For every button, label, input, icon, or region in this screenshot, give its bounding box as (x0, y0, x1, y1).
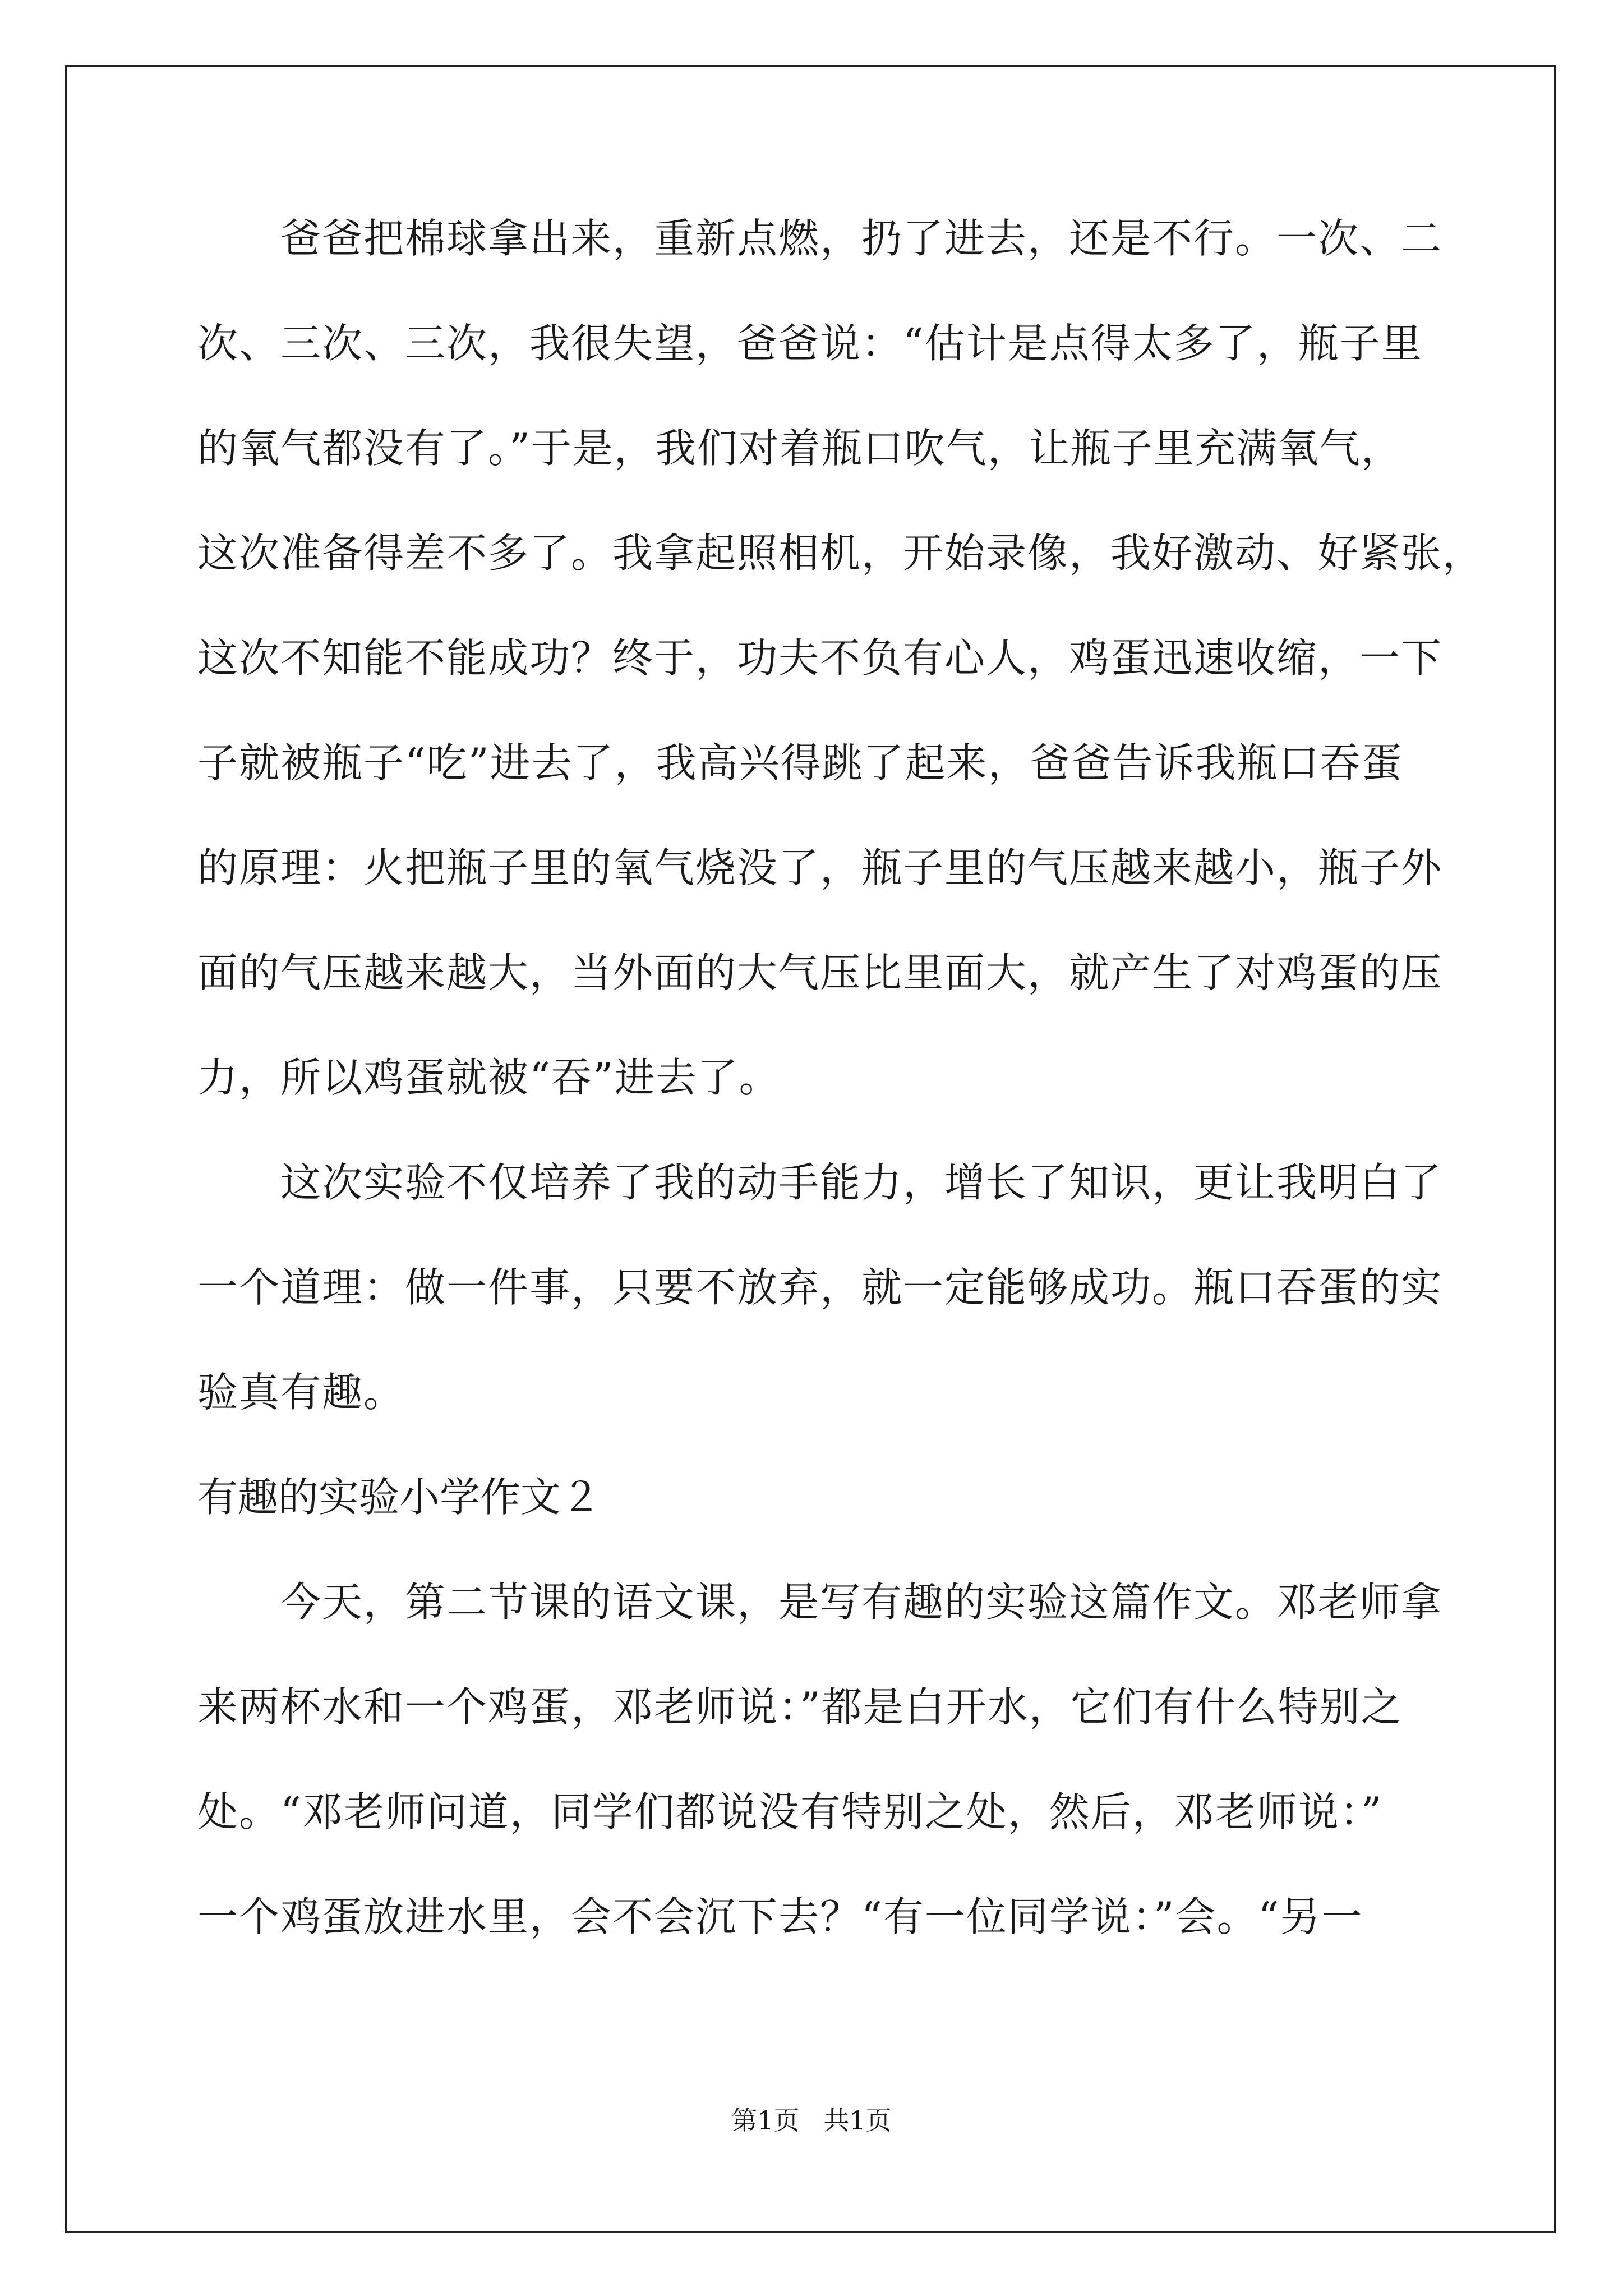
section-heading: 有趣的实验小学作文２ (197, 1474, 602, 1521)
text-line: 来两杯水和一个鸡蛋，邓老师说：”都是白开水，它们有什么特别之 (197, 1683, 1403, 1731)
paragraph-3 (197, 1577, 1444, 1942)
text-line: 这次准备得差不多了。我拿起照相机，开始录像，我好激动、好紧张， (197, 530, 1484, 577)
paragraph-2 (197, 1157, 1444, 1418)
text-line: 的原理：火把瓶子里的氧气烧没了，瓶子里的气压越来越小，瓶子外 (197, 844, 1443, 891)
text-line: 这次不知能不能成功？终于，功夫不负有心人，鸡蛋迅速收缩，一下 (197, 634, 1443, 682)
text-line: 一个道理：做一件事，只要不放弃，就一定能够成功。瓶口吞蛋的实 (197, 1264, 1443, 1311)
text-line: 子就被瓶子“吃”进去了，我高兴得跳了起来，爸爸告诉我瓶口吞蛋 (197, 739, 1403, 786)
text-line: 次、三次、三次，我很失望，爸爸说：“估计是点得太多了，瓶子里 (197, 320, 1423, 367)
text-line: 爸爸把棉球拿出来，重新点燃，扔了进去，还是不行。一次、二 (280, 215, 1443, 262)
page-number: 第1页 (731, 2105, 800, 2136)
page-footer (0, 2104, 1623, 2137)
text-line: 力，所以鸡蛋就被“吞”进去了。 (197, 1054, 781, 1101)
text-line: 处。“邓老师问道，同学们都说没有特别之处，然后，邓老师说：” (197, 1788, 1383, 1835)
page-total: 共1页 (823, 2105, 892, 2136)
text-line: 面的气压越来越大，当外面的大气压比里面大，就产生了对鸡蛋的压 (197, 949, 1443, 996)
text-line: 今天，第二节课的语文课，是写有趣的实验这篇作文。邓老师拿 (280, 1579, 1443, 1626)
text-line: 的氧气都没有了。”于是，我们对着瓶口吹气，让瓶子里充满氧气， (197, 425, 1403, 472)
text-line: 这次实验不仅培养了我的动手能力，增长了知识，更让我明白了 (280, 1159, 1443, 1206)
paragraph-1 (197, 213, 1484, 1103)
text-line: 一个鸡蛋放进水里，会不会沉下去？“有一位同学说：”会。“另一 (197, 1893, 1363, 1940)
text-line: 验真有趣。 (197, 1369, 405, 1416)
document-body (197, 213, 1484, 1996)
